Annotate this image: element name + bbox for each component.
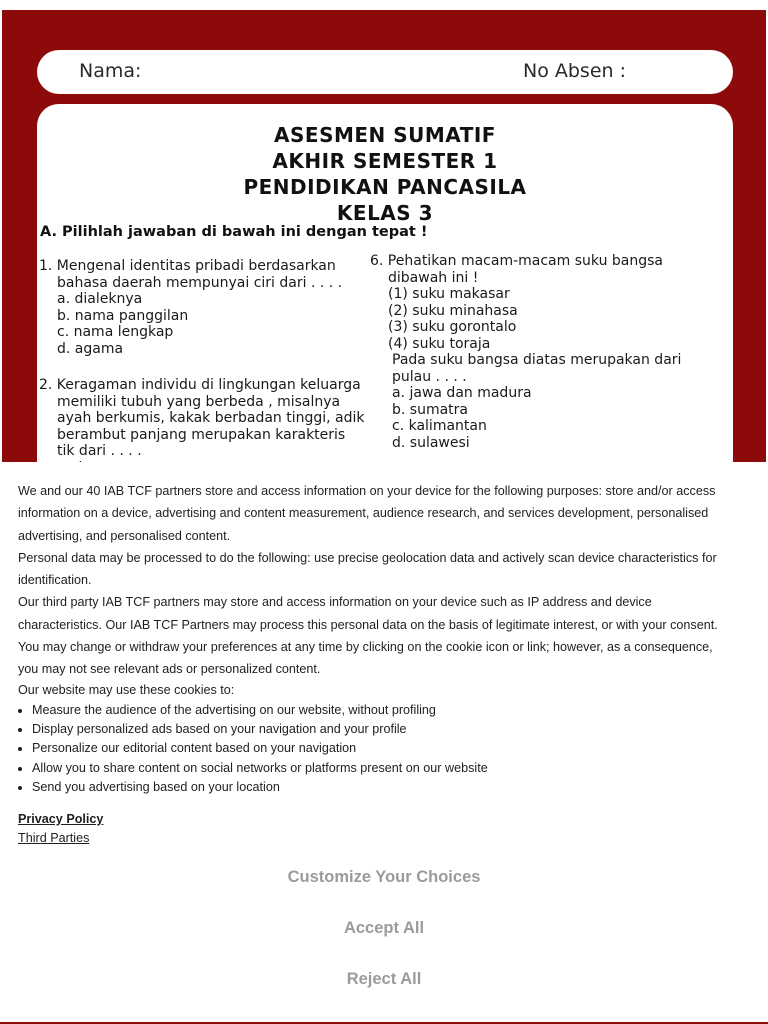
question-text: 6. Pehatikan macam-macam suku bangsa — [370, 253, 663, 269]
answer-option: d. agama — [57, 340, 124, 357]
list-item: • Send you advertising based on your location — [32, 778, 718, 797]
list-item: (4) suku toraja — [388, 335, 491, 352]
question-text: bahasa daerah mempunyai ciri dari . . . . — [57, 274, 343, 291]
list-item: • Display personalized ads based on your navigation and your profile — [32, 720, 718, 739]
question-text: berambut panjang merupakan karakteris — [57, 426, 346, 443]
answer-option: b. sumatra — [392, 401, 468, 418]
title-line: KELAS 3 — [336, 201, 434, 225]
consent-links — [18, 810, 718, 848]
document-preview — [0, 0, 768, 462]
answer-option: a. jawa dan madura — [392, 385, 532, 401]
list-item: • Allow you to share content on social networks or platforms present on our website — [32, 759, 718, 778]
list-item: (1) suku makasar — [388, 286, 510, 302]
title-line: ASESMEN SUMATIF — [274, 123, 496, 147]
consent-paragraph: We and our 40 IAB TCF partners store and access information on your device for the following purposes: store and/or access information on a device, advertising and content measurement, audience research, and services development, personalised advertising, and personalised content. — [18, 484, 716, 543]
consent-panel — [0, 462, 768, 1024]
privacy-policy-link[interactable]: Privacy Policy — [18, 811, 104, 826]
name-card — [37, 50, 733, 94]
accept-all-button[interactable]: Accept All — [0, 919, 768, 938]
exam-paper — [37, 104, 733, 474]
purpose-list — [18, 701, 718, 798]
question-column-right — [370, 253, 700, 451]
question-text: ayah berkumis, kakak berbadan tinggi, adik — [57, 410, 365, 426]
title-line: AKHIR SEMESTER 1 — [272, 149, 498, 173]
question-text: pulau . . . . — [392, 368, 467, 385]
question-text: 2. Keragaman individu di lingkungan keluarga — [39, 377, 361, 393]
third-parties-link[interactable]: Third Parties — [18, 830, 90, 845]
cookies-intro: Our website may use these cookies to: — [18, 682, 235, 697]
question-text: 1. Mengenal identitas pribadi berdasarkan — [39, 258, 336, 274]
customize-choices-button[interactable]: Customize Your Choices — [0, 868, 768, 887]
answer-option: c. nama lengkap — [57, 324, 174, 340]
list-item: (3) suku gorontalo — [388, 319, 517, 335]
answer-option: b. nama panggilan — [57, 307, 189, 324]
list-item: • Personalize our editorial content based on your navigation — [32, 739, 718, 758]
list-item: • Measure the audience of the advertising on our website, without profiling — [32, 701, 718, 720]
exam-instruction: A. Pilihlah jawaban di bawah ini dengan tepat ! — [40, 224, 428, 240]
title-line: PENDIDIKAN PANCASILA — [243, 175, 527, 199]
reject-all-button[interactable]: Reject All — [0, 970, 768, 989]
question-text: tik dari . . . . — [57, 443, 142, 459]
answer-option: c. kalimantan — [392, 418, 487, 434]
consent-body — [18, 480, 718, 848]
question-text: dibawah ini ! — [388, 269, 479, 286]
consent-paragraph: Personal data may be processed to do the following: use precise geolocation data and actively scan device characteristics for identification. — [18, 550, 717, 588]
absen-label: No Absen : — [523, 60, 627, 82]
name-label: Nama: — [79, 60, 142, 82]
question-text: memiliki tubuh yang berbeda , misalnya — [57, 393, 341, 410]
question-text: Pada suku bangsa diatas merupakan dari — [392, 352, 682, 368]
exam-title — [37, 122, 733, 226]
consent-paragraph: Our third party IAB TCF partners may store and access information on your device such as IP address and device characteristics. Our IAB TCF Partners may process this personal data on the basis of legitimate interest, or with your consent. You may change or withdraw your preferences at any time by clicking on the cookie icon or link; however, as a consequence, you may not see relevant ads or personalized content. — [18, 595, 718, 677]
answer-option: a. dialeknya — [57, 291, 143, 307]
list-item: (2) suku minahasa — [388, 302, 518, 319]
answer-option: d. sulawesi — [392, 434, 470, 451]
question-column-left — [39, 258, 369, 474]
